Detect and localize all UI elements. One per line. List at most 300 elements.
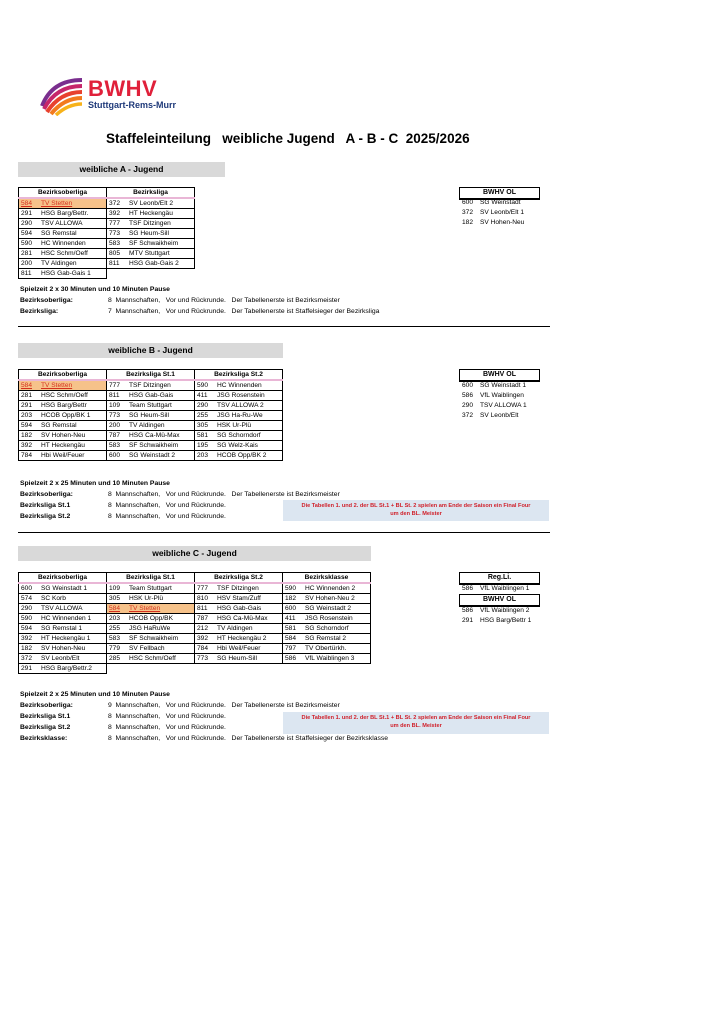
team-name: HSG Barg/Bettr.2 — [39, 664, 107, 674]
table-row — [19, 421, 107, 431]
team-name: HSC Schm/Oeff — [39, 391, 107, 401]
team-name: SG Remstal — [39, 421, 107, 431]
divider — [18, 532, 550, 533]
table-row — [283, 614, 371, 624]
team-name: HSG Barg/Bettr — [39, 401, 107, 411]
team-number: 600 — [19, 583, 40, 594]
team-name: JSG Rosenstein — [303, 614, 371, 624]
team-name: HSV Stam/Zuff — [215, 594, 283, 604]
c-final-four-note — [283, 712, 549, 734]
table-row — [107, 380, 195, 391]
team-number: 583 — [107, 634, 128, 644]
table-row — [107, 229, 195, 239]
team-number: 392 — [19, 441, 40, 451]
team-name: TV Stetten — [39, 198, 107, 209]
info-text: 8 Mannschaften, Vor und Rückrunde. Der Tabellenerste ist Bezirksmeister — [108, 491, 340, 498]
table-row — [19, 269, 107, 279]
table-row — [195, 380, 283, 391]
table-row — [107, 451, 195, 461]
team-number: 182 — [462, 219, 474, 226]
team-number: 200 — [107, 421, 128, 431]
note-line-2: um den BL. Meister — [390, 511, 442, 517]
info-label: Bezirksliga St.1 — [20, 713, 71, 720]
table-row — [107, 239, 195, 249]
team-number: 372 — [462, 209, 474, 216]
team-number: 594 — [19, 624, 40, 634]
table-row — [19, 644, 107, 654]
table-row — [19, 259, 107, 269]
table-row — [19, 431, 107, 441]
table-row — [195, 583, 283, 594]
table-row — [107, 634, 195, 644]
team-name: SG Remstal 2 — [303, 634, 371, 644]
team-number: 600 — [462, 382, 474, 389]
table-row — [19, 380, 107, 391]
team-number: 182 — [19, 644, 40, 654]
c-bwhv-ol-header: BWHV OL — [459, 594, 540, 607]
info-line — [20, 713, 226, 720]
team-number: 811 — [19, 269, 40, 279]
team-name: TSF Ditzingen — [127, 219, 195, 229]
team-name: SV Hohen-Neu — [480, 219, 525, 226]
table-row — [107, 441, 195, 451]
team-number: 586 — [283, 654, 304, 664]
team-number: 590 — [283, 583, 304, 594]
team-name: SF Schwaikheim — [127, 634, 195, 644]
table-row — [283, 604, 371, 614]
list-item — [462, 381, 526, 391]
a-bwhv-ol-header: BWHV OL — [459, 187, 540, 200]
team-number: 291 — [19, 209, 40, 219]
team-name: SG Heum-Sill — [215, 654, 283, 664]
a-spielzeit: Spielzeit 2 x 30 Minuten und 10 Minuten Pause — [20, 286, 170, 293]
team-name: HC Winnenden — [39, 239, 107, 249]
logo-word: BWHV — [88, 76, 158, 101]
c-bezirksklasse-table — [282, 572, 371, 664]
table-row — [195, 441, 283, 451]
team-name: SG Weinstadt — [480, 199, 521, 206]
table-row — [195, 401, 283, 411]
team-number: 784 — [195, 644, 216, 654]
team-name: JSG HaRuWe — [127, 624, 195, 634]
team-number: 784 — [19, 451, 40, 461]
team-number: 779 — [107, 644, 128, 654]
team-number: 777 — [195, 583, 216, 594]
team-name: TSV ALLOWA 1 — [480, 402, 527, 409]
team-name: TSF Ditzingen — [127, 380, 195, 391]
table-row — [107, 594, 195, 604]
table-row — [19, 451, 107, 461]
table-row — [19, 239, 107, 249]
team-name: SV Leonb/Elt 1 — [480, 209, 524, 216]
table-row — [19, 624, 107, 634]
team-name: JSG Rosenstein — [215, 391, 283, 401]
team-number: 372 — [462, 412, 474, 419]
team-number: 586 — [462, 585, 474, 592]
table-row — [107, 583, 195, 594]
team-name: HCOB Opp/BK 2 — [215, 451, 283, 461]
info-line — [20, 502, 226, 509]
table-header: Bezirksoberliga — [19, 370, 107, 381]
team-name: SV Fellbach — [127, 644, 195, 654]
team-number: 773 — [107, 229, 128, 239]
team-name: HT Heckengäu 2 — [215, 634, 283, 644]
team-number: 797 — [283, 644, 304, 654]
table-row — [195, 634, 283, 644]
table-header: Bezirksoberliga — [19, 573, 107, 584]
table-row — [107, 614, 195, 624]
table-row — [107, 198, 195, 209]
team-number: 600 — [107, 451, 128, 461]
team-name: SV Leonb/Elt — [39, 654, 107, 664]
team-name: SG Schorndorf — [303, 624, 371, 634]
table-row — [195, 654, 283, 664]
team-name: HSG Gab-Gais 2 — [127, 259, 195, 269]
team-number: 590 — [195, 380, 216, 391]
list-item — [462, 411, 519, 421]
table-header: Bezirksliga St.2 — [195, 370, 283, 381]
team-name: Hbi Weil/Feuer — [39, 451, 107, 461]
team-name: TV Aldingen — [39, 259, 107, 269]
table-row — [107, 401, 195, 411]
team-name: TV Obertürkh. — [303, 644, 371, 654]
team-number: 586 — [462, 607, 474, 614]
list-item — [462, 391, 524, 401]
list-item — [462, 616, 531, 626]
team-number: 290 — [19, 219, 40, 229]
table-row — [107, 249, 195, 259]
team-number: 109 — [107, 583, 128, 594]
table-row — [283, 583, 371, 594]
bwhv-logo — [38, 76, 188, 116]
team-number: 583 — [107, 441, 128, 451]
team-name: SV Hohen-Neu — [39, 644, 107, 654]
table-row — [19, 401, 107, 411]
team-name: HSG Ca-Mü-Max — [127, 431, 195, 441]
team-number: 285 — [107, 654, 128, 664]
team-name: HSC Schm/Oeff — [127, 654, 195, 664]
page-title: Staffeleinteilung weibliche Jugend A - B - C 2025/2026 — [106, 131, 470, 146]
team-number: 291 — [19, 401, 40, 411]
table-header: Bezirksliga St.1 — [107, 573, 195, 584]
info-line — [20, 724, 226, 731]
c-spielzeit: Spielzeit 2 x 25 Minuten und 10 Minuten Pause — [20, 691, 170, 698]
team-name: TSV ALLOWA 2 — [215, 401, 283, 411]
table-row — [107, 219, 195, 229]
team-number: 411 — [195, 391, 216, 401]
team-number: 392 — [195, 634, 216, 644]
team-number: 182 — [19, 431, 40, 441]
b-bezirksliga-st1-table — [106, 369, 195, 461]
team-number: 281 — [19, 391, 40, 401]
info-label: Bezirksklasse: — [20, 735, 68, 742]
table-row — [195, 604, 283, 614]
team-name: TSV ALLOWA — [39, 604, 107, 614]
team-number: 581 — [195, 431, 216, 441]
team-name: VfL Waiblingen 2 — [480, 607, 530, 614]
team-name: TV Aldingen — [215, 624, 283, 634]
divider — [18, 326, 550, 327]
table-row — [19, 441, 107, 451]
team-number: 584 — [19, 380, 40, 391]
table-row — [19, 583, 107, 594]
team-number: 290 — [195, 401, 216, 411]
table-row — [107, 391, 195, 401]
team-name: SV Hohen-Neu — [39, 431, 107, 441]
list-item — [462, 218, 524, 228]
team-name: HSG Gab-Gais — [215, 604, 283, 614]
team-name: SG Weinstadt 1 — [480, 382, 527, 389]
team-name: SC Korb — [39, 594, 107, 604]
team-name: VfL Waiblingen — [480, 392, 524, 399]
table-row — [195, 391, 283, 401]
team-name: HC Winnenden — [215, 380, 283, 391]
table-row — [107, 411, 195, 421]
team-name: HSG Gab-Gais 1 — [39, 269, 107, 279]
info-line — [20, 702, 340, 709]
table-header: Bezirksliga St.1 — [107, 370, 195, 381]
c-bezirksliga-st1-table — [106, 572, 195, 664]
team-number: 810 — [195, 594, 216, 604]
table-row — [107, 604, 195, 614]
table-row — [19, 634, 107, 644]
team-number: 777 — [107, 219, 128, 229]
b-bezirksoberliga-table — [18, 369, 107, 461]
team-number: 203 — [107, 614, 128, 624]
section-b-header: weibliche B - Jugend — [18, 343, 283, 358]
team-name: SV Leonb/Elt — [480, 412, 519, 419]
team-number: 212 — [195, 624, 216, 634]
table-row — [19, 604, 107, 614]
team-number: 290 — [19, 604, 40, 614]
list-item — [462, 606, 529, 616]
c-bezirksoberliga-table — [18, 572, 107, 674]
team-number: 581 — [283, 624, 304, 634]
b-spielzeit: Spielzeit 2 x 25 Minuten und 10 Minuten Pause — [20, 480, 170, 487]
team-name: SG Heum-Sill — [127, 411, 195, 421]
team-number: 203 — [195, 451, 216, 461]
list-item — [462, 208, 524, 218]
team-number: 600 — [283, 604, 304, 614]
a-bezirksliga-table — [106, 187, 195, 269]
team-number: 811 — [107, 391, 128, 401]
table-row — [107, 421, 195, 431]
team-number: 291 — [19, 664, 40, 674]
team-name: TSF Ditzingen — [215, 583, 283, 594]
team-number: 811 — [107, 259, 128, 269]
info-text: 8 Mannschaften, Vor und Rückrunde. — [108, 724, 226, 731]
team-name: SG Welz-Kais — [215, 441, 283, 451]
team-name: SG Heum-Sill — [127, 229, 195, 239]
list-item — [462, 198, 521, 208]
team-number: 305 — [107, 594, 128, 604]
table-row — [19, 664, 107, 674]
team-name: VfL Waiblingen 3 — [303, 654, 371, 664]
table-row — [107, 624, 195, 634]
team-number: 255 — [107, 624, 128, 634]
table-row — [283, 654, 371, 664]
team-number: 777 — [107, 380, 128, 391]
info-line — [20, 297, 340, 304]
a-bezirksoberliga-table — [18, 187, 107, 279]
team-name: SF Schwaikheim — [127, 441, 195, 451]
info-label: Bezirksliga St.1 — [20, 502, 71, 509]
team-number: 203 — [19, 411, 40, 421]
b-bezirksliga-st2-table — [194, 369, 283, 461]
team-number: 255 — [195, 411, 216, 421]
team-name: SV Leonb/Elt 2 — [127, 198, 195, 209]
team-number: 583 — [107, 239, 128, 249]
team-number: 594 — [19, 421, 40, 431]
team-number: 805 — [107, 249, 128, 259]
info-text: 8 Mannschaften, Vor und Rückrunde. Der Tabellenerste ist Bezirksmeister — [108, 297, 340, 304]
table-row — [195, 431, 283, 441]
table-header: Bezirksliga St.2 — [195, 573, 283, 584]
table-row — [195, 421, 283, 431]
table-row — [19, 614, 107, 624]
info-label: Bezirksliga St.2 — [20, 513, 71, 520]
team-name: TV Stetten — [127, 604, 195, 614]
team-number: 109 — [107, 401, 128, 411]
team-number: 586 — [462, 392, 474, 399]
team-name: HSG Barg/Bettr 1 — [480, 617, 532, 624]
b-final-four-note — [283, 500, 549, 521]
info-line — [20, 491, 340, 498]
team-number: 600 — [462, 199, 474, 206]
team-name: SG Remstal — [39, 229, 107, 239]
team-name: TSV ALLOWA — [39, 219, 107, 229]
table-row — [195, 614, 283, 624]
info-text: 8 Mannschaften, Vor und Rückrunde. — [108, 502, 226, 509]
team-name: TV Stetten — [39, 380, 107, 391]
team-name: Team Stuttgart — [127, 583, 195, 594]
team-number: 182 — [283, 594, 304, 604]
team-name: SV Hohen-Neu 2 — [303, 594, 371, 604]
team-name: TV Aldingen — [127, 421, 195, 431]
table-header: Bezirksliga — [107, 188, 195, 199]
table-row — [283, 634, 371, 644]
table-row — [195, 411, 283, 421]
list-item — [462, 401, 527, 411]
section-c-header: weibliche C - Jugend — [18, 546, 371, 561]
team-name: HC Winnenden 1 — [39, 614, 107, 624]
team-name: VfL Waiblingen 1 — [480, 585, 530, 592]
team-number: 787 — [107, 431, 128, 441]
note-line-1: Die Tabellen 1. und 2. der BL St.1 + BL St. 2 spielen am Ende der Saison ein Final Four — [301, 715, 531, 721]
table-row — [19, 209, 107, 219]
logo-subtitle: Stuttgart-Rems-Murr — [88, 100, 177, 110]
table-row — [19, 594, 107, 604]
info-text: 8 Mannschaften, Vor und Rückrunde. Der Tabellenerste ist Staffelsieger der Bezirksklasse — [108, 735, 389, 742]
team-number: 584 — [107, 604, 128, 614]
team-name: SG Weinstadt 1 — [39, 583, 107, 594]
table-row — [19, 219, 107, 229]
team-name: Hbi Weil/Feuer — [215, 644, 283, 654]
team-number: 281 — [19, 249, 40, 259]
info-line — [20, 735, 388, 742]
note-line-2: um den BL. Meister — [390, 723, 442, 729]
team-name: HT Heckengäu — [39, 441, 107, 451]
team-name: HT Heckengäu — [127, 209, 195, 219]
team-number: 574 — [19, 594, 40, 604]
team-name: HT Heckengäu 1 — [39, 634, 107, 644]
table-row — [195, 594, 283, 604]
info-line — [20, 513, 226, 520]
table-row — [283, 594, 371, 604]
table-row — [19, 249, 107, 259]
info-label: Bezirksoberliga: — [20, 297, 73, 304]
team-number: 411 — [283, 614, 304, 624]
info-label: Bezirksoberliga: — [20, 491, 73, 498]
c-regli-header: Reg.Li. — [459, 572, 540, 585]
team-name: MTV Stuttgart — [127, 249, 195, 259]
info-text: 7 Mannschaften, Vor und Rückrunde. Der Tabellenerste ist Staffelsieger der Bezirksliga — [108, 308, 380, 315]
team-number: 392 — [19, 634, 40, 644]
table-row — [195, 624, 283, 634]
table-row — [107, 431, 195, 441]
table-row — [283, 624, 371, 634]
list-item — [462, 584, 529, 594]
table-row — [19, 198, 107, 209]
note-line-1: Die Tabellen 1. und 2. der BL St.1 + BL St. 2 spielen am Ende der Saison ein Final Four — [301, 503, 531, 509]
info-text: 8 Mannschaften, Vor und Rückrunde. — [108, 713, 226, 720]
table-row — [283, 644, 371, 654]
info-label: Bezirksoberliga: — [20, 702, 73, 709]
team-name: SF Schwaikheim — [127, 239, 195, 249]
table-row — [195, 644, 283, 654]
team-number: 787 — [195, 614, 216, 624]
team-name: HCOB Opp/BK 1 — [39, 411, 107, 421]
team-number: 372 — [19, 654, 40, 664]
team-name: SG Weinstadt 2 — [127, 451, 195, 461]
info-label: Bezirksliga St.2 — [20, 724, 71, 731]
team-number: 291 — [462, 617, 474, 624]
team-name: JSG Ha-Ru-We — [215, 411, 283, 421]
table-row — [107, 259, 195, 269]
team-number: 811 — [195, 604, 216, 614]
team-number: 590 — [19, 239, 40, 249]
team-name: Team Stuttgart — [127, 401, 195, 411]
table-row — [107, 209, 195, 219]
team-number: 773 — [195, 654, 216, 664]
team-number: 200 — [19, 259, 40, 269]
table-row — [19, 391, 107, 401]
team-number: 305 — [195, 421, 216, 431]
table-row — [19, 411, 107, 421]
info-text: 9 Mannschaften, Vor und Rückrunde. Der Tabellenerste ist Bezirksmeister — [108, 702, 340, 709]
b-bwhv-ol-header: BWHV OL — [459, 369, 540, 382]
table-header: Bezirksklasse — [283, 573, 371, 584]
team-name: HSK Ur-Plü — [127, 594, 195, 604]
table-row — [107, 654, 195, 664]
team-number: 584 — [19, 198, 40, 209]
table-row — [19, 229, 107, 239]
team-name: HSG Barg/Bettr. — [39, 209, 107, 219]
team-number: 590 — [19, 614, 40, 624]
team-number: 773 — [107, 411, 128, 421]
table-row — [107, 644, 195, 654]
team-number: 392 — [107, 209, 128, 219]
team-name: SG Schorndorf — [215, 431, 283, 441]
team-name: HSK Ur-Plü — [215, 421, 283, 431]
c-bezirksliga-st2-table — [194, 572, 283, 664]
team-number: 584 — [283, 634, 304, 644]
table-header: Bezirksoberliga — [19, 188, 107, 199]
table-row — [195, 451, 283, 461]
team-number: 372 — [107, 198, 128, 209]
team-name: SG Remstal 1 — [39, 624, 107, 634]
table-row — [19, 654, 107, 664]
